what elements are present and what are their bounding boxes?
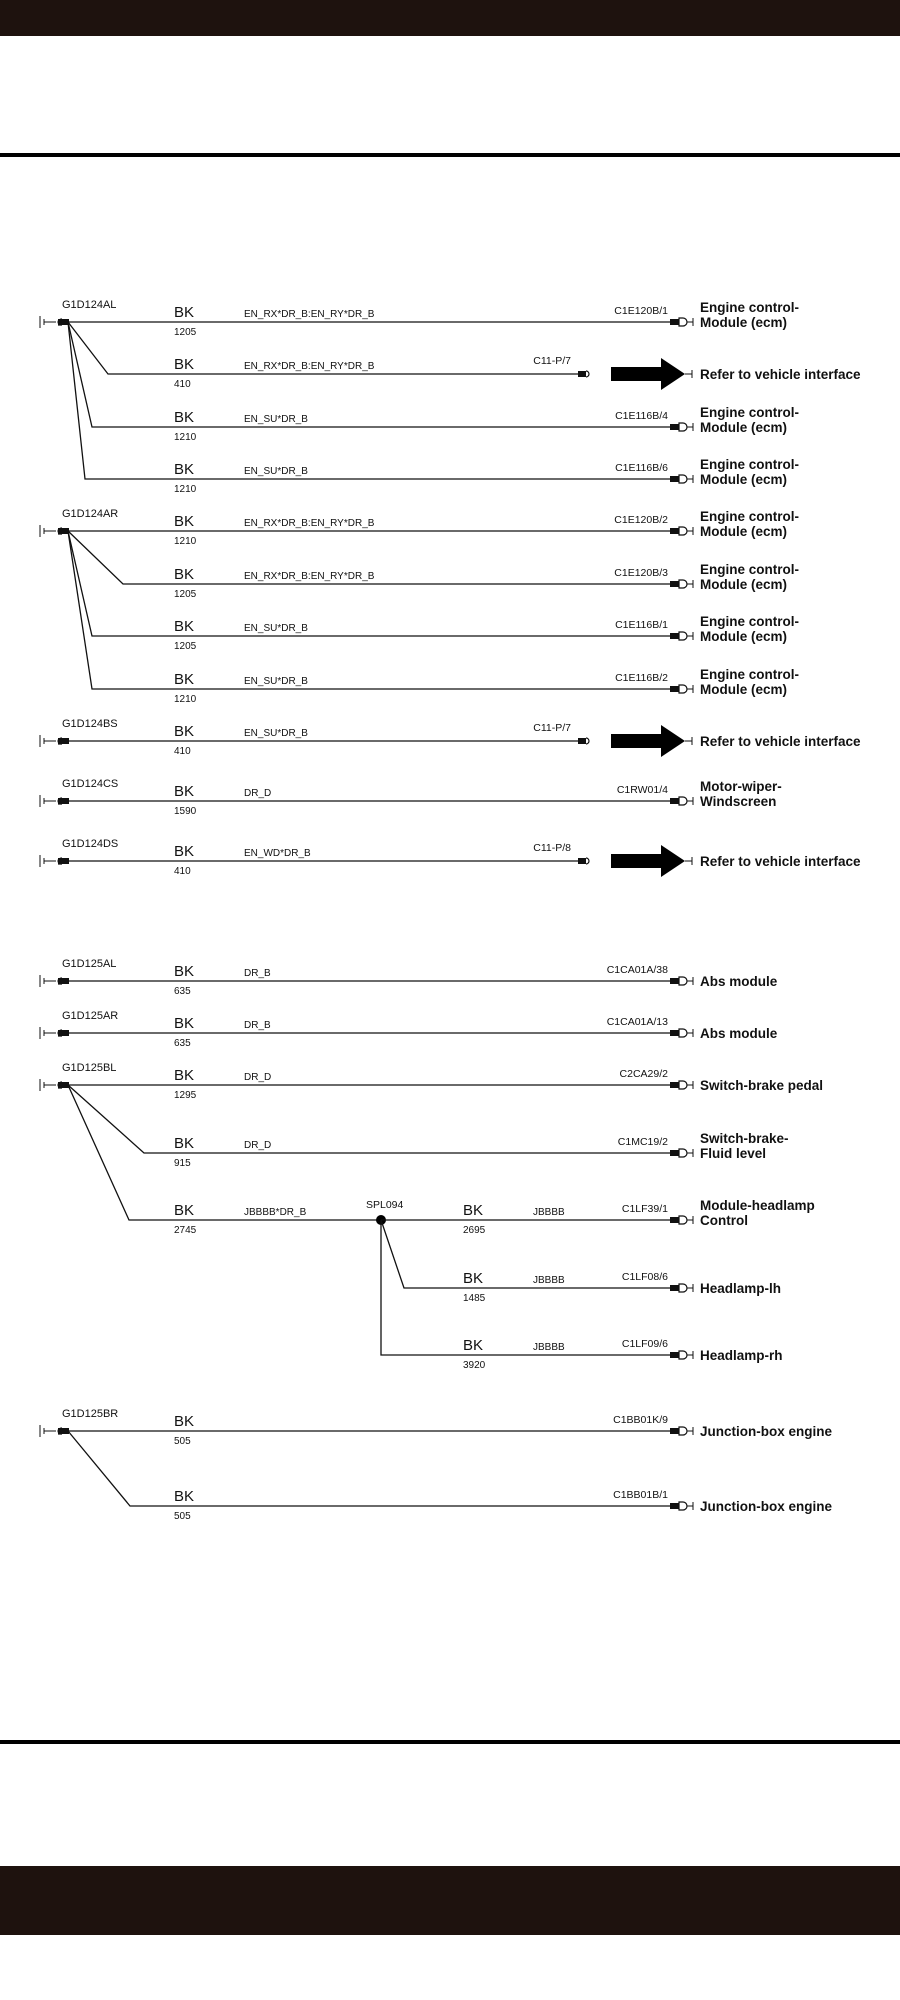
circuit-label: DR_D [244, 1140, 272, 1151]
terminal-connector-icon [670, 1352, 679, 1358]
terminal-connector-icon [670, 633, 679, 639]
wire-length-label: 635 [174, 986, 191, 997]
wire-length-label: 915 [174, 1158, 191, 1169]
terminal-connector-icon [670, 798, 679, 804]
circuit-label: EN_RX*DR_B:EN_RY*DR_B [244, 518, 375, 529]
ground-connector-icon [58, 978, 69, 984]
wire-color-label: BK [174, 461, 195, 478]
connector-label: C1RW01/4 [616, 784, 668, 796]
wire-color-label: BK [174, 723, 195, 740]
ground-group-g1d125al [40, 958, 778, 997]
terminal-connector-icon [578, 858, 586, 864]
destination-label: Refer to vehicle interface [700, 854, 861, 869]
wire-line [68, 1085, 670, 1153]
wire-color-label: BK [174, 843, 195, 860]
connector-label: C1MC19/2 [617, 1136, 668, 1148]
terminal-connector-icon [670, 581, 679, 587]
circuit-label: JBBBB*DR_B [244, 1207, 307, 1218]
circuit-label: DR_D [244, 788, 272, 799]
connector-label: C1E120B/2 [614, 514, 668, 526]
connector-label: C1CA01A/38 [606, 964, 668, 976]
destination-label-line2: Module (ecm) [700, 682, 788, 697]
terminal-socket-icon [586, 858, 589, 864]
terminal-socket-icon [679, 318, 687, 326]
wire-length-label: 635 [174, 1038, 191, 1049]
wire-line [68, 322, 670, 479]
wire-color-label: BK [174, 963, 195, 980]
terminal-socket-icon [679, 1351, 687, 1359]
terminal-connector-icon [670, 319, 679, 325]
terminal-connector-icon [670, 686, 679, 692]
destination-label: Junction-box engine [700, 1499, 833, 1514]
terminal-socket-icon [586, 371, 589, 377]
ground-label: G1D124DS [62, 838, 119, 850]
destination-label-line1: Motor-wiper- [700, 779, 782, 794]
connector-label: C2CA29/2 [619, 1068, 668, 1080]
ground-group-g1d125ar [40, 1010, 778, 1049]
destination-label: Junction-box engine [700, 1424, 833, 1439]
wire-length-label: 410 [174, 866, 191, 877]
terminal-connector-icon [670, 528, 679, 534]
ground-label: G1D125BL [62, 1062, 117, 1074]
terminal-socket-icon [586, 738, 589, 744]
connector-label: C11-P/7 [533, 722, 571, 734]
wire [68, 722, 861, 757]
destination-label-line2: Module (ecm) [700, 524, 788, 539]
ground-label: G1D125BR [62, 1408, 119, 1420]
wire-length-label: 505 [174, 1436, 191, 1447]
wire-color-label: BK [174, 1067, 195, 1084]
wire [68, 963, 778, 997]
connector-label: C1BB01K/9 [613, 1414, 668, 1426]
terminal-socket-icon [679, 685, 687, 693]
splice-wire [381, 1220, 781, 1304]
destination-label: Refer to vehicle interface [700, 367, 861, 382]
refer-arrow-icon [611, 358, 685, 390]
wire-length-label: 1485 [463, 1293, 486, 1304]
ground-label: G1D124CS [62, 778, 119, 790]
connector-label: C1BB01B/1 [613, 1489, 668, 1501]
terminal-socket-icon [679, 527, 687, 535]
connector-label: C1E120B/3 [614, 567, 668, 579]
terminal-socket-icon [679, 423, 687, 431]
circuit-label: EN_WD*DR_B [244, 848, 311, 859]
circuit-label: DR_B [244, 968, 271, 979]
ground-label: G1D124AL [62, 299, 117, 311]
wire-color-label: BK [174, 1413, 195, 1430]
terminal-socket-icon [679, 1149, 687, 1157]
terminal-socket-icon [679, 632, 687, 640]
connector-label: C1E116B/2 [615, 672, 668, 684]
circuit-label: EN_SU*DR_B [244, 676, 308, 687]
wire [68, 1015, 778, 1049]
wire-length-label: 410 [174, 379, 191, 390]
ground-group-g1d125br [40, 1408, 832, 1522]
destination-label-line1: Engine control- [700, 509, 799, 524]
destination-label-line2: Module (ecm) [700, 420, 788, 435]
wire-length-label: 3920 [463, 1360, 486, 1371]
terminal-socket-icon [679, 580, 687, 588]
terminal-connector-icon [670, 1150, 679, 1156]
ground-connector-icon [58, 528, 69, 534]
wire-length-label: 1205 [174, 327, 197, 338]
circuit-label: EN_RX*DR_B:EN_RY*DR_B [244, 309, 375, 320]
terminal-socket-icon [679, 1081, 687, 1089]
destination-label-line1: Engine control- [700, 300, 799, 315]
terminal-socket-icon [679, 1216, 687, 1224]
ground-group-g1d124al [40, 299, 861, 495]
circuit-label: EN_SU*DR_B [244, 466, 308, 477]
wire-color-label: BK [174, 671, 195, 688]
connector-label: C1E116B/6 [615, 462, 668, 474]
wire [68, 300, 799, 338]
refer-arrow-icon [611, 845, 685, 877]
destination-label-line2: Control [700, 1213, 748, 1228]
destination-label-line2: Module (ecm) [700, 629, 788, 644]
terminal-connector-icon [670, 1082, 679, 1088]
terminal-connector-icon [670, 978, 679, 984]
terminal-connector-icon [578, 371, 586, 377]
destination-label-line2: Module (ecm) [700, 315, 788, 330]
wire-color-label: BK [174, 1202, 195, 1219]
wire-length-label: 1210 [174, 536, 197, 547]
wire-color-label: BK [174, 513, 195, 530]
wire-line [68, 531, 670, 689]
destination-label: Headlamp-lh [700, 1281, 782, 1296]
circuit-label: EN_RX*DR_B:EN_RY*DR_B [244, 361, 375, 372]
wire-length-label: 1210 [174, 432, 197, 443]
ground-group-g1d124ds [40, 838, 861, 877]
wire-color-label: BK [463, 1270, 484, 1287]
circuit-label: EN_SU*DR_B [244, 623, 308, 634]
wire-color-label: BK [174, 1135, 195, 1152]
wire-length-label: 1205 [174, 641, 197, 652]
connector-label: C1CA01A/13 [606, 1016, 668, 1028]
terminal-socket-icon [679, 475, 687, 483]
wire-length-label: 1295 [174, 1090, 197, 1101]
connector-label: C1LF09/6 [621, 1338, 668, 1350]
connector-label: C1E116B/1 [615, 619, 668, 631]
terminal-connector-icon [670, 1217, 679, 1223]
destination-label-line2: Fluid level [700, 1146, 767, 1161]
connector-label: C1LF08/6 [621, 1271, 668, 1283]
ground-connector-icon [58, 738, 69, 744]
splice-wire [381, 1198, 815, 1236]
wire-color-label: BK [174, 409, 195, 426]
terminal-connector-icon [670, 1428, 679, 1434]
ground-label: G1D124AR [62, 508, 119, 520]
terminal-socket-icon [679, 1427, 687, 1435]
connector-label: C11-P/7 [533, 355, 571, 367]
terminal-socket-icon [679, 977, 687, 985]
destination-label-line2: Module (ecm) [700, 577, 788, 592]
terminal-socket-icon [679, 1502, 687, 1510]
connector-label: C11-P/8 [533, 842, 571, 854]
wire-length-label: 1210 [174, 694, 197, 705]
splice-label: SPL094 [366, 1199, 404, 1211]
destination-label-line1: Engine control- [700, 405, 799, 420]
terminal-connector-icon [670, 476, 679, 482]
destination-label-line1: Engine control- [700, 457, 799, 472]
wire-color-label: BK [174, 1488, 195, 1505]
terminal-socket-icon [679, 797, 687, 805]
connector-label: C1LF39/1 [621, 1203, 668, 1215]
terminal-connector-icon [670, 1030, 679, 1036]
wire-length-label: 1210 [174, 484, 197, 495]
wire-length-label: 2745 [174, 1225, 197, 1236]
ground-connector-icon [58, 798, 69, 804]
wire-color-label: BK [174, 618, 195, 635]
terminal-socket-icon [679, 1029, 687, 1037]
circuit-label: JBBBB [533, 1207, 565, 1218]
destination-label: Headlamp-rh [700, 1348, 783, 1363]
ground-group-g1d124ar [40, 508, 799, 705]
wire-color-label: BK [463, 1337, 484, 1354]
terminal-connector-icon [670, 424, 679, 430]
destination-label-line1: Module-headlamp [700, 1198, 815, 1213]
ground-connector-icon [58, 1082, 69, 1088]
destination-label-line2: Windscreen [700, 794, 777, 809]
terminal-socket-icon [679, 1284, 687, 1292]
destination-label-line2: Module (ecm) [700, 472, 788, 487]
wire-length-label: 410 [174, 746, 191, 757]
wire-length-label: 505 [174, 1511, 191, 1522]
wire [68, 842, 861, 877]
wire-length-label: 1205 [174, 589, 197, 600]
ground-label: G1D125AL [62, 958, 117, 970]
circuit-label: DR_B [244, 1020, 271, 1031]
wire [68, 509, 799, 547]
destination-label: Refer to vehicle interface [700, 734, 861, 749]
wire-line [68, 1431, 670, 1506]
destination-label-line1: Engine control- [700, 614, 799, 629]
wire [68, 779, 782, 817]
ground-label: G1D125AR [62, 1010, 119, 1022]
wire-color-label: BK [174, 304, 195, 321]
circuit-label: DR_D [244, 1072, 272, 1083]
connector-label: C1E120B/1 [614, 305, 668, 317]
terminal-connector-icon [670, 1503, 679, 1509]
wire-color-label: BK [463, 1202, 484, 1219]
destination-label: Switch-brake pedal [700, 1078, 824, 1093]
circuit-label: JBBBB [533, 1342, 565, 1353]
destination-label: Abs module [700, 974, 778, 989]
circuit-label: JBBBB [533, 1275, 565, 1286]
wire [68, 1413, 832, 1447]
circuit-label: EN_RX*DR_B:EN_RY*DR_B [244, 571, 375, 582]
ground-group-g1d124bs [40, 718, 861, 757]
destination-label-line1: Engine control- [700, 667, 799, 682]
connector-label: C1E116B/4 [615, 410, 668, 422]
wire [68, 1085, 381, 1236]
wire-length-label: 2695 [463, 1225, 486, 1236]
wire-color-label: BK [174, 783, 195, 800]
wire [68, 1067, 823, 1101]
wire-color-label: BK [174, 566, 195, 583]
destination-label-line1: Switch-brake- [700, 1131, 789, 1146]
circuit-label: EN_SU*DR_B [244, 728, 308, 739]
wire-color-label: BK [174, 1015, 195, 1032]
destination-label: Abs module [700, 1026, 778, 1041]
terminal-connector-icon [670, 1285, 679, 1291]
refer-arrow-icon [611, 725, 685, 757]
circuit-label: EN_SU*DR_B [244, 414, 308, 425]
ground-connector-icon [58, 1030, 69, 1036]
terminal-connector-icon [578, 738, 586, 744]
ground-connector-icon [58, 858, 69, 864]
ground-label: G1D124BS [62, 718, 118, 730]
wire-length-label: 1590 [174, 806, 197, 817]
ground-group-g1d124cs [40, 778, 782, 817]
destination-label-line1: Engine control- [700, 562, 799, 577]
ground-connector-icon [58, 319, 69, 325]
splice-group [366, 1198, 815, 1371]
wire-color-label: BK [174, 356, 195, 373]
ground-connector-icon [58, 1428, 69, 1434]
